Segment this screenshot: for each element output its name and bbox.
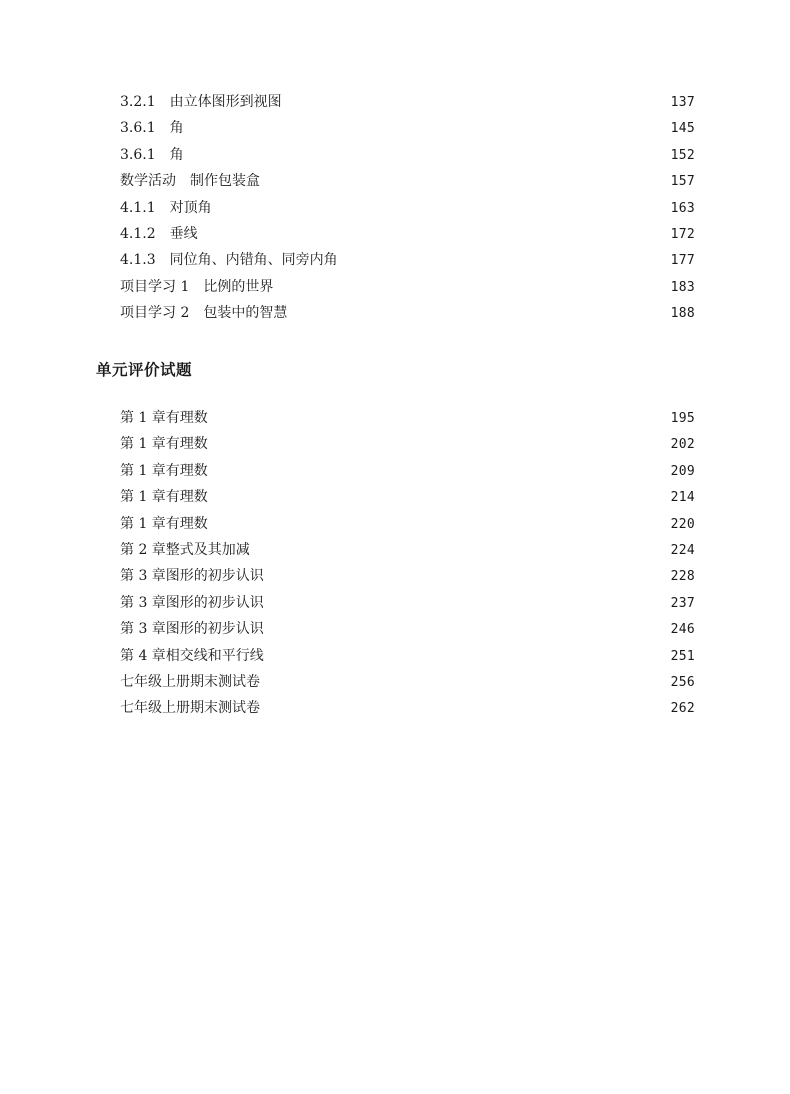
toc-entry-title: 3.6.1 角 [120,120,184,137]
toc-entry[interactable] [120,142,695,168]
toc-entry-page: 157 [670,174,695,190]
section-heading-unit-tests: 单元评价试题 [96,361,193,379]
toc-entry-title: 4.1.2 垂线 [120,225,198,242]
toc-entry-page: 172 [670,226,695,242]
toc-entry[interactable] [120,616,695,642]
toc-entry-title: 数学活动 制作包装盒 [120,173,260,190]
toc-entry-page: 145 [670,121,695,137]
toc-entry[interactable] [120,247,695,273]
toc-entry[interactable] [120,405,695,431]
toc-entry-title: 项目学习 2 包装中的智慧 [120,305,288,322]
toc-entry-title: 4.1.3 同位角、内错角、同旁内角 [120,252,338,269]
toc-entry[interactable] [120,431,695,457]
toc-entry[interactable] [120,590,695,616]
toc-list-unit-tests [120,405,695,722]
toc-entry-title: 七年级上册期末测试卷 [120,700,260,717]
toc-entry[interactable] [120,537,695,563]
toc-entry[interactable] [120,274,695,300]
toc-entry-page: 209 [670,463,695,479]
toc-entry[interactable] [120,458,695,484]
toc-list-lessons [120,89,695,327]
toc-entry-title: 第 1 章有理数 [120,462,208,479]
toc-entry-page: 246 [670,622,695,638]
toc-entry[interactable] [120,221,695,247]
toc-entry-title: 4.1.1 对顶角 [120,199,212,216]
toc-entry[interactable] [120,669,695,695]
toc-entry[interactable] [120,89,695,115]
toc-entry-page: 152 [670,147,695,163]
toc-entry[interactable] [120,484,695,510]
toc-entry-page: 137 [670,95,695,110]
toc-entry-page: 214 [670,490,695,506]
toc-entry-page: 188 [670,306,695,322]
toc-entry-title: 3.6.1 角 [120,146,184,163]
toc-entry-title: 第 1 章有理数 [120,436,208,453]
toc-entry-title: 第 1 章有理数 [120,489,208,506]
toc-entry-page: 177 [670,253,695,269]
toc-entry-title: 3.2.1 由立体图形到视图 [120,94,282,110]
toc-entry[interactable] [120,115,695,141]
toc-entry-title: 项目学习 1 比例的世界 [120,278,274,295]
toc-entry-page: 228 [670,569,695,585]
toc-entry-title: 第 3 章图形的初步认识 [120,568,264,585]
toc-entry-page: 251 [670,648,695,664]
toc-entry-title: 第 1 章有理数 [120,515,208,532]
toc-entry-title: 第 2 章整式及其加减 [120,541,250,558]
toc-entry-title: 七年级上册期末测试卷 [120,673,260,690]
toc-entry[interactable] [120,511,695,537]
toc-entry[interactable] [120,563,695,589]
toc-entry-title: 第 1 章有理数 [120,410,208,426]
toc-entry-page: 256 [670,674,695,690]
toc-entry[interactable] [120,695,695,721]
toc-entry-page: 220 [670,516,695,532]
toc-entry-page: 237 [670,595,695,611]
toc-entry-title: 第 3 章图形的初步认识 [120,594,264,611]
toc-entry[interactable] [120,643,695,669]
toc-entry-page: 195 [670,411,695,426]
toc-entry[interactable] [120,168,695,194]
toc-entry-page: 202 [670,437,695,453]
toc-entry-page: 262 [670,701,695,717]
toc-entry-title: 第 4 章相交线和平行线 [120,647,264,664]
toc-entry-title: 第 3 章图形的初步认识 [120,621,264,638]
toc-entry-page: 183 [670,279,695,295]
toc-entry[interactable] [120,300,695,326]
toc-entry-page: 224 [670,542,695,558]
toc-entry[interactable] [120,195,695,221]
toc-entry-page: 163 [670,200,695,216]
